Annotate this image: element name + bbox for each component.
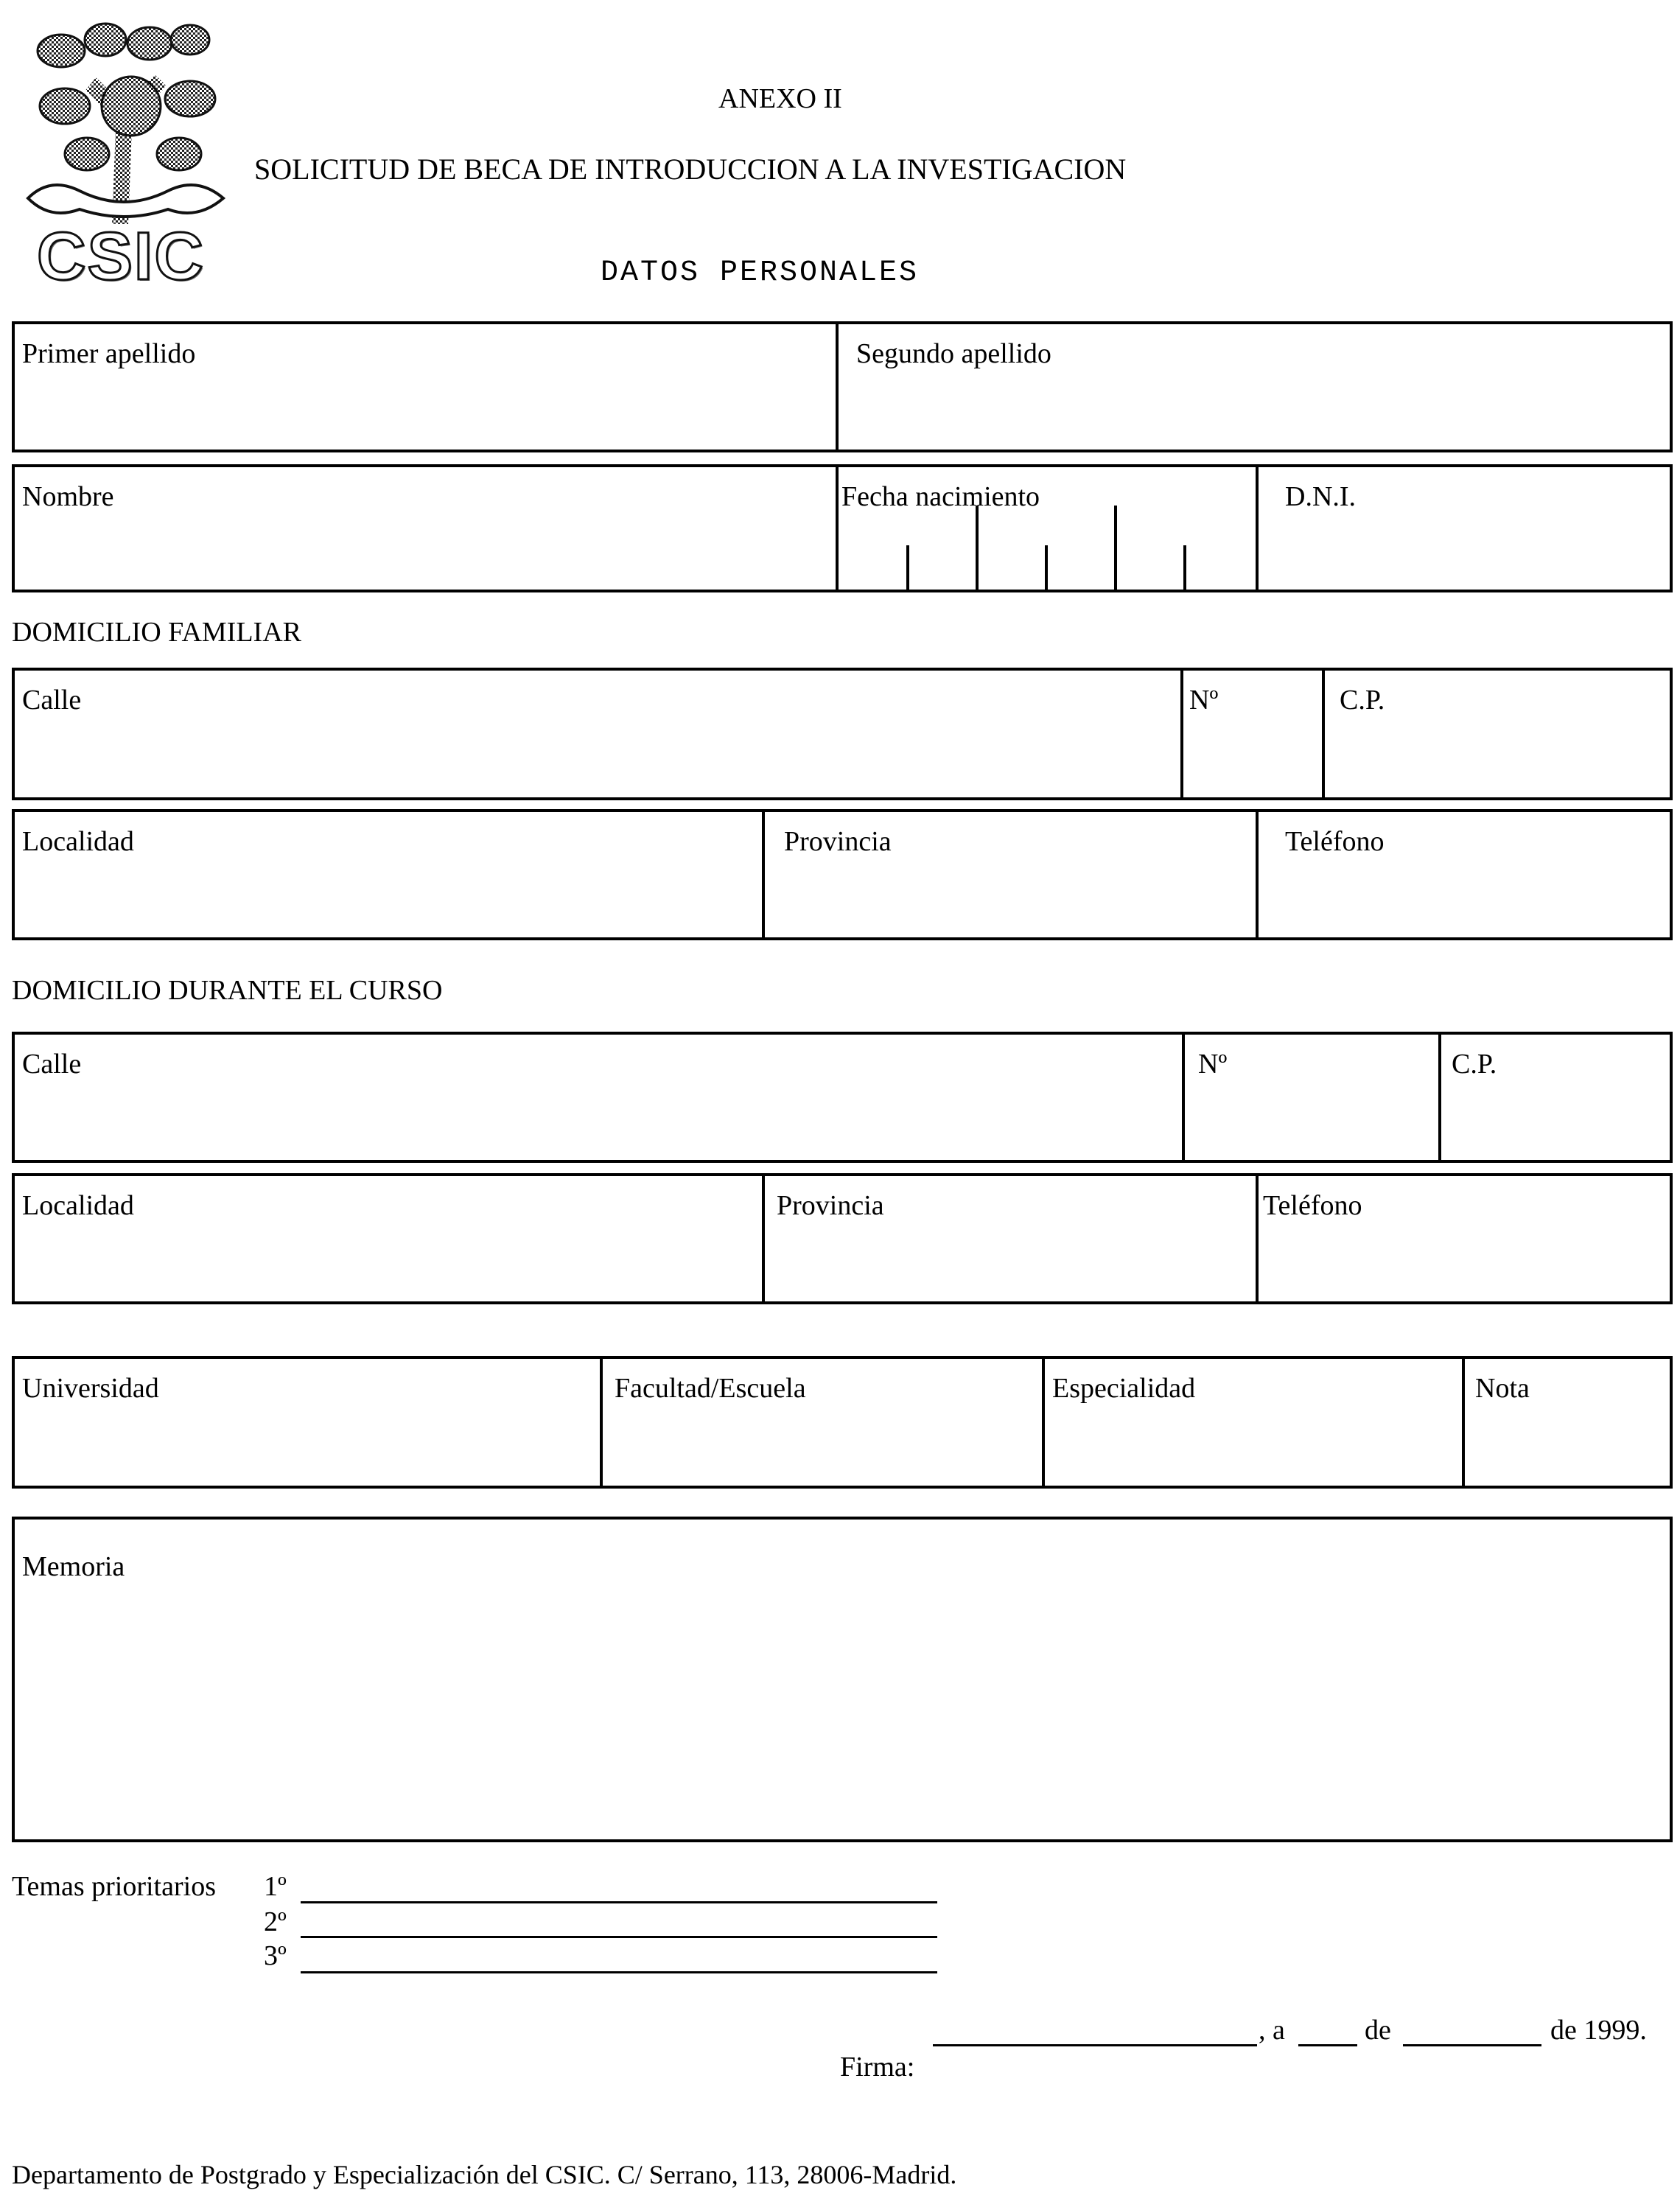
row-curso-localidad <box>12 1173 1673 1304</box>
row-familiar-localidad <box>12 809 1673 940</box>
label-especialidad: Especialidad <box>1052 1373 1196 1404</box>
tema-1-line[interactable] <box>301 1901 937 1903</box>
label-temas-prioritarios: Temas prioritarios <box>12 1871 216 1902</box>
label-tema-3: 3º <box>264 1940 287 1971</box>
label-curso-cp: C.P. <box>1452 1049 1497 1080</box>
label-memoria: Memoria <box>22 1551 125 1582</box>
row-nombre <box>12 464 1673 592</box>
heading-domicilio-familiar: DOMICILIO FAMILIAR <box>12 617 301 648</box>
label-de-year: de 1999. <box>1550 2015 1647 2046</box>
row-apellidos <box>12 321 1673 452</box>
label-curso-calle: Calle <box>22 1049 82 1080</box>
field-universidad[interactable] <box>15 1359 600 1486</box>
field-segundo-apellido[interactable] <box>836 324 1670 450</box>
label-tema-1: 1º <box>264 1871 287 1902</box>
field-familiar-localidad[interactable] <box>15 812 762 937</box>
field-facultad[interactable] <box>600 1359 1042 1486</box>
row-estudios <box>12 1356 1673 1489</box>
label-segundo-apellido: Segundo apellido <box>856 338 1051 369</box>
field-familiar-telefono[interactable] <box>1256 812 1670 937</box>
field-nombre[interactable] <box>15 467 836 590</box>
csic-logo <box>21 10 234 294</box>
label-de: de <box>1365 2015 1391 2046</box>
field-nota[interactable] <box>1462 1359 1670 1486</box>
label-dni: D.N.I. <box>1285 481 1357 512</box>
label-familiar-calle: Calle <box>22 685 82 716</box>
label-familiar-telefono: Teléfono <box>1285 826 1385 857</box>
label-familiar-cp: C.P. <box>1340 685 1385 716</box>
label-familiar-numero: Nº <box>1189 685 1219 716</box>
tema-3-line[interactable] <box>301 1971 937 1973</box>
field-familiar-cp[interactable] <box>1322 671 1670 797</box>
field-curso-telefono[interactable] <box>1256 1176 1670 1301</box>
label-tema-2: 2º <box>264 1906 287 1937</box>
field-curso-cp[interactable] <box>1438 1035 1670 1160</box>
label-curso-provincia: Provincia <box>777 1190 884 1221</box>
label-universidad: Universidad <box>22 1373 159 1404</box>
section-title: DATOS PERSONALES <box>601 256 920 290</box>
label-familiar-localidad: Localidad <box>22 826 134 857</box>
field-curso-localidad[interactable] <box>15 1176 762 1301</box>
label-primer-apellido: Primer apellido <box>22 338 196 369</box>
field-especialidad[interactable] <box>1042 1359 1462 1486</box>
label-nota: Nota <box>1475 1373 1530 1404</box>
date-divider <box>1045 545 1048 590</box>
field-fecha-nacimiento[interactable] <box>836 467 1256 590</box>
row-familiar-calle <box>12 668 1673 800</box>
field-primer-apellido[interactable] <box>15 324 836 450</box>
form-title: SOLICITUD DE BECA DE INTRODUCCION A LA INVESTIGACION <box>254 153 1127 186</box>
label-nombre: Nombre <box>22 481 114 512</box>
field-familiar-numero[interactable] <box>1180 671 1322 797</box>
field-curso-provincia[interactable] <box>762 1176 1256 1301</box>
field-familiar-provincia[interactable] <box>762 812 1256 937</box>
date-divider <box>976 506 979 590</box>
label-comma-a: , a <box>1259 2015 1285 2046</box>
heading-domicilio-curso: DOMICILIO DURANTE EL CURSO <box>12 975 443 1006</box>
label-firma: Firma: <box>840 2052 915 2083</box>
date-divider <box>1183 545 1186 590</box>
dia-line[interactable] <box>1298 2044 1357 2046</box>
date-divider <box>1114 506 1117 590</box>
field-familiar-calle[interactable] <box>15 671 1180 797</box>
lugar-line[interactable] <box>933 2044 1257 2046</box>
footer-address: Departamento de Postgrado y Especialización del CSIC. C/ Serrano, 113, 28006-Madrid. <box>12 2160 957 2189</box>
field-memoria[interactable] <box>12 1517 1673 1842</box>
label-curso-telefono: Teléfono <box>1263 1190 1362 1221</box>
label-curso-numero: Nº <box>1198 1049 1228 1080</box>
label-fecha-nacimiento: Fecha nacimiento <box>841 481 1040 512</box>
label-facultad: Facultad/Escuela <box>615 1373 806 1404</box>
date-divider <box>906 545 909 590</box>
logo-wordmark: CSIC <box>37 219 205 294</box>
mes-line[interactable] <box>1403 2044 1541 2046</box>
field-curso-numero[interactable] <box>1182 1035 1438 1160</box>
tema-2-line[interactable] <box>301 1936 937 1938</box>
field-dni[interactable] <box>1256 467 1670 590</box>
field-curso-calle[interactable] <box>15 1035 1182 1160</box>
annex-label: ANEXO II <box>718 83 842 114</box>
label-familiar-provincia: Provincia <box>784 826 892 857</box>
oak-tree-emblem-icon <box>21 10 234 224</box>
row-curso-calle <box>12 1032 1673 1163</box>
label-curso-localidad: Localidad <box>22 1190 134 1221</box>
